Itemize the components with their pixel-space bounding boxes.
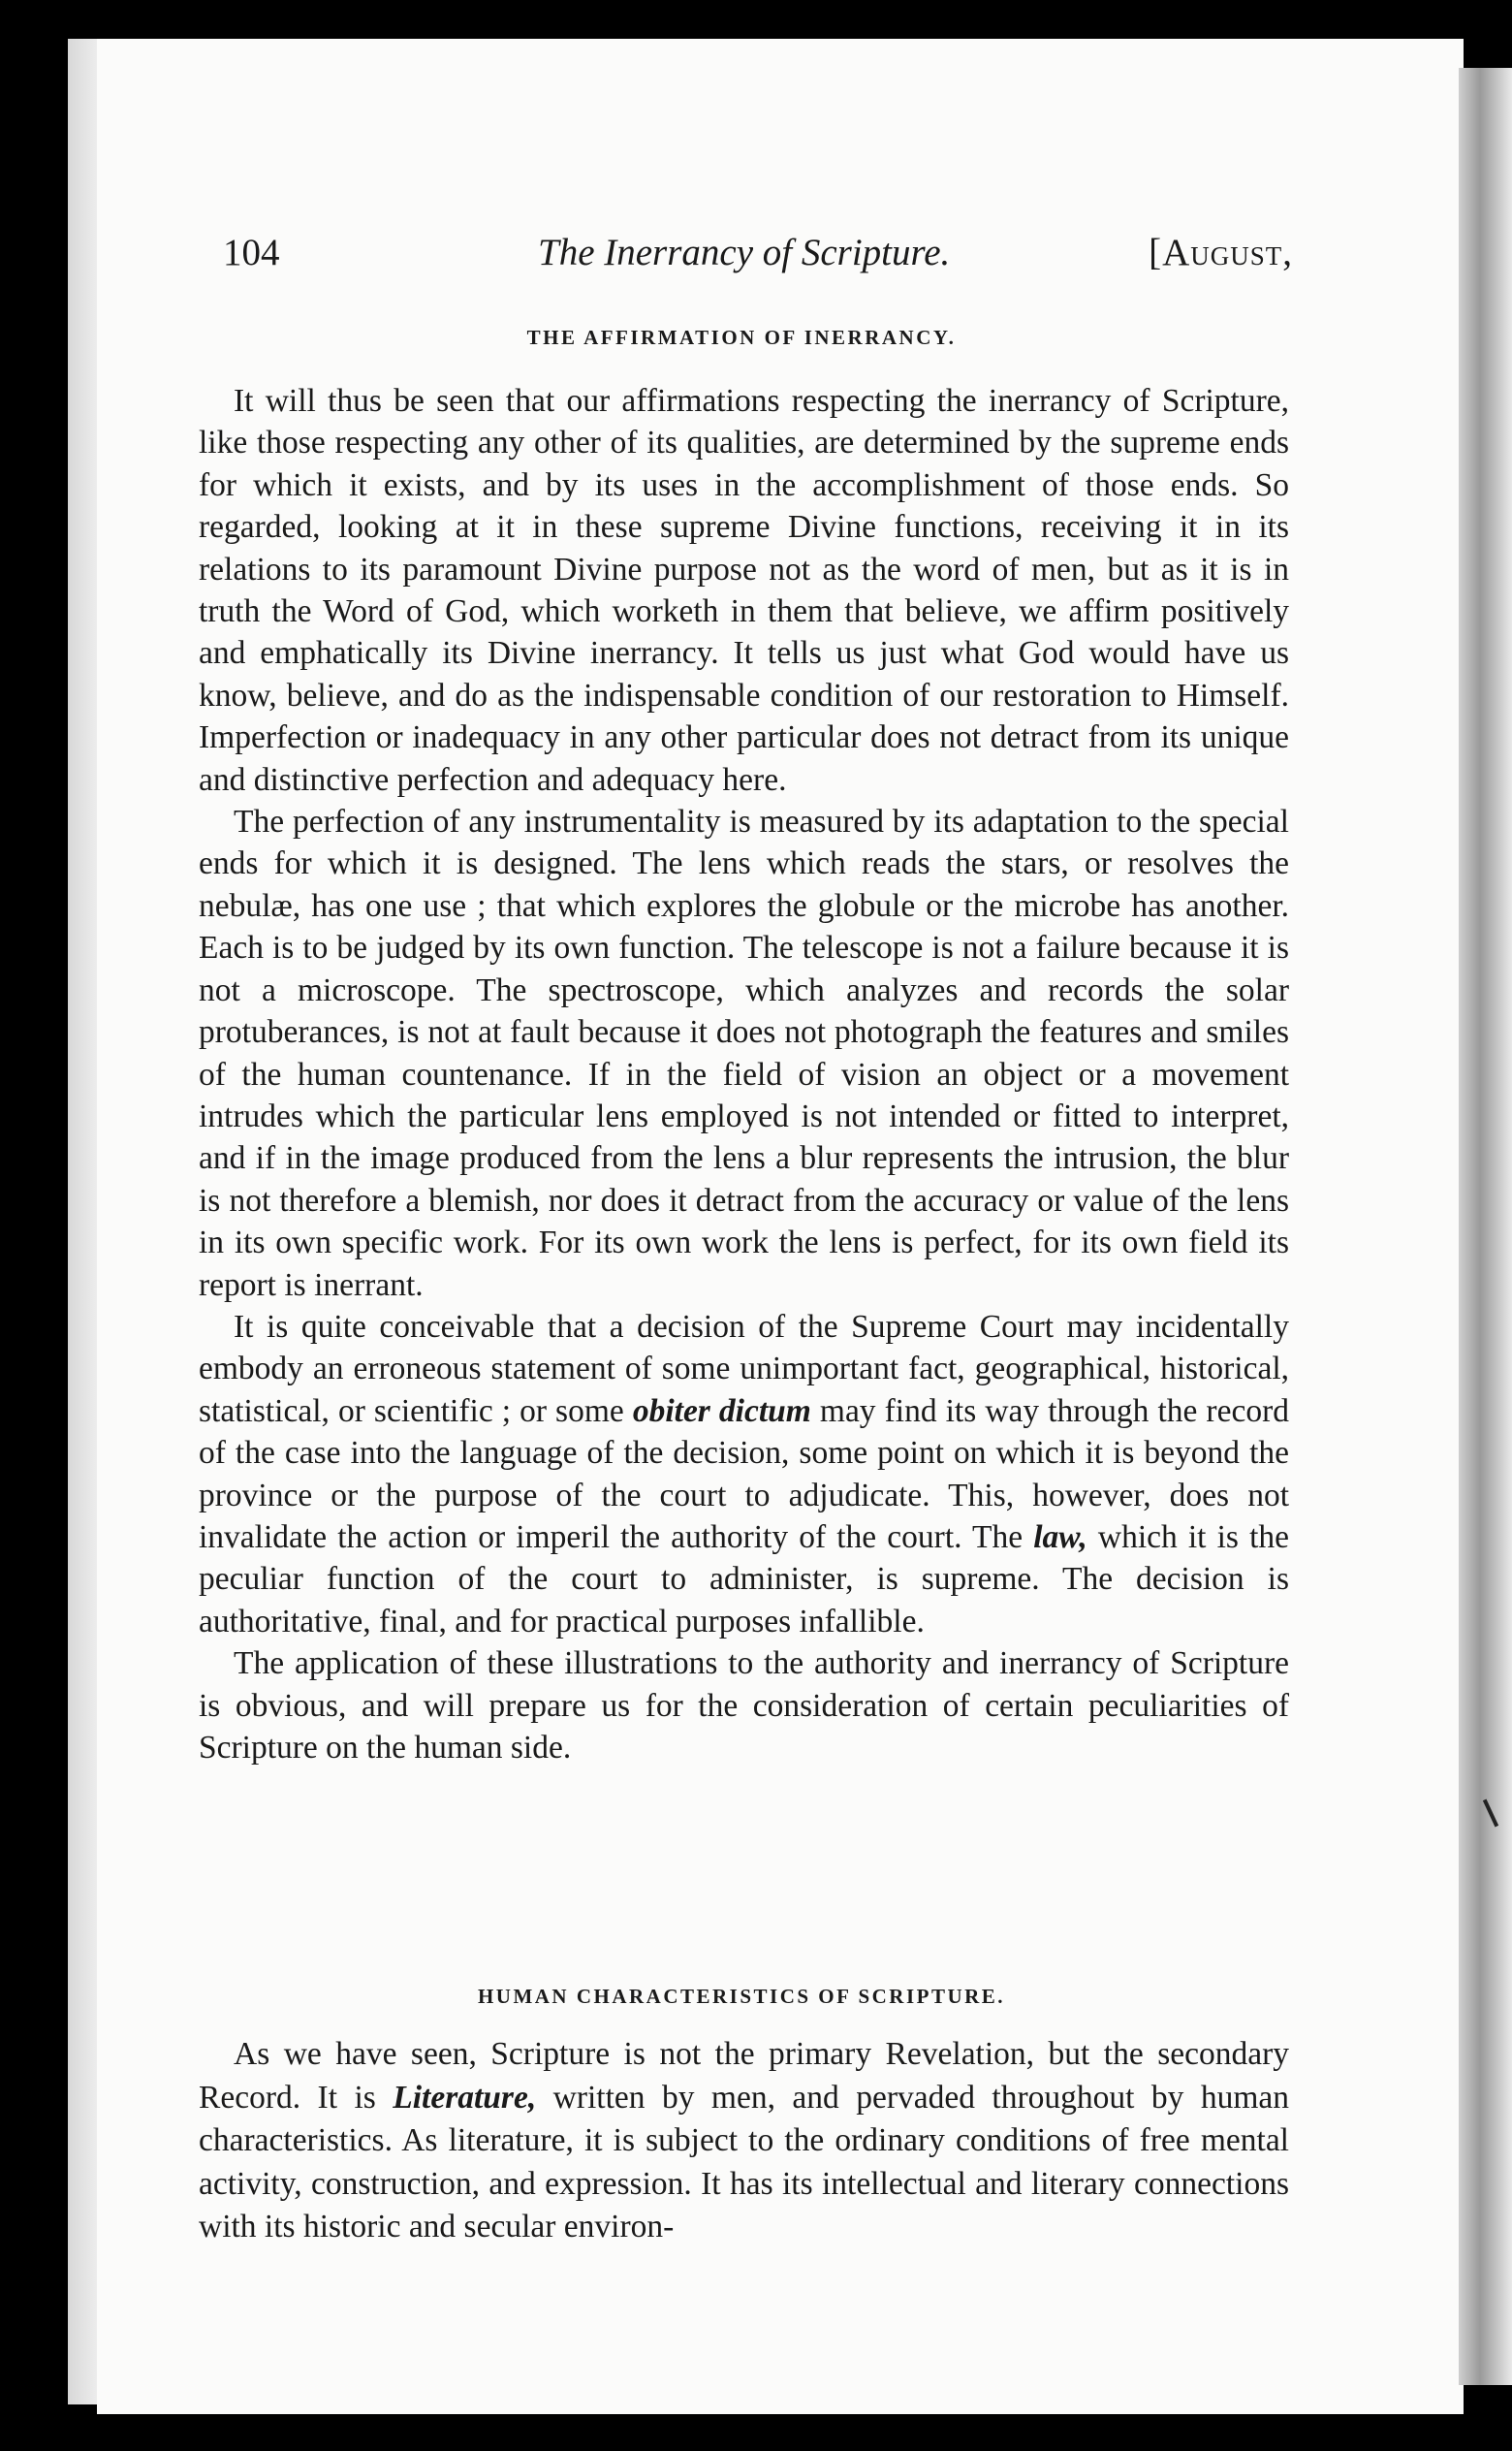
running-month: [August, (1149, 232, 1293, 273)
paragraph-text: It is quite conceivable that a decision of the Supreme Court may incidentally embody an erroneous statement of some unimportant fact, geographical, historical, statistical, or scientific ; or some (199, 1308, 1289, 1429)
italic-phrase: law, (1033, 1518, 1087, 1555)
section-heading-affirmation: THE AFFIRMATION OF INERRANCY. (526, 326, 957, 349)
paragraph: It will thus be seen that our affirmations respecting the inerrancy of Scripture, like those respecting any other of its qualities, are determined by the supreme ends for which it exists, and by its uses in the accomplishment of those ends. So regarded, looking at it in these supreme Divine functions, receiving it in its relations to its paramount Divine purpose not as the word of men, but as it is in truth the Word of God, which worketh in them that believe, we affirm positively and emphatically its Divine inerrancy. It tells us just what God would have us know, believe, and do as the indispensable condition of our restoration to Himself. Imperfection or inadequacy in any other particular does not detract from its unique and distinctive perfection and adequacy here. (199, 383, 1289, 798)
running-title: The Inerrancy of Scripture. (538, 232, 951, 273)
paragraph (199, 2033, 1289, 2249)
page-number: 104 (223, 232, 280, 273)
paragraph: The perfection of any instrumentality is measured by its adaptation to the special ends for which it is designed. The lens which reads the stars, or resolves the nebulæ, has one use ; that which explores the globule or the microbe has another. Each is to be judged by its own function. The telescope is not a failure because it is not a microscope. The spectroscope, which analyzes and records the solar protuberances, is not at fault because it does not photograph the features and smiles of the human countenance. If in the field of vision an object or a movement intrudes which the particular lens employed is not intended or fitted to interpret, and if in the image produced from the lens a blur represents the intrusion, the blur is not therefore a blemish, nor does it detract from the accuracy or value of the lens in its own specific work. For its own work the lens is perfect, for its own field its report is inerrant. (199, 804, 1289, 1303)
italic-phrase: Literature, (393, 2079, 537, 2116)
section-body-affirmation (199, 380, 1289, 1768)
paragraph: The application of these illustrations to the authority and inerrancy of Scripture is obvious, and will prepare us for the consideration of certain peculiarities of Scripture on the human side. (199, 1645, 1289, 1766)
paragraph-text: As we have seen, Scripture is not the primary Revelation, but the secondary Record. It is (199, 2036, 1289, 2116)
section-heading-human-characteristics: HUMAN CHARACTERISTICS OF SCRIPTURE. (477, 1985, 1006, 2008)
paragraph-text: which it is the peculiar function of the court to administer, is supreme. The decision is authoritative, final, and for practical purposes infallible. (199, 1518, 1289, 1639)
section-body-human-characteristics (199, 2033, 1289, 2249)
italic-phrase: obiter dictum (632, 1392, 811, 1429)
running-head (223, 231, 1293, 289)
paragraph-text: written by men, and pervaded throughout by human characteristics. As literature, it is subject to the ordinary conditions of free mental activity, construction, and expression. It has its intellectual and literary connections with its historic and secular environ- (199, 2079, 1289, 2244)
paragraph-text: may find its way through the record of the case into the language of the decision, some point on which it is beyond the province or the purpose of the court to adjudicate. This, however, does not invalidate the action or imperil the authority of the court. The (199, 1392, 1289, 1555)
paragraph (199, 1306, 1289, 1642)
page-edge-right (1459, 68, 1512, 2385)
